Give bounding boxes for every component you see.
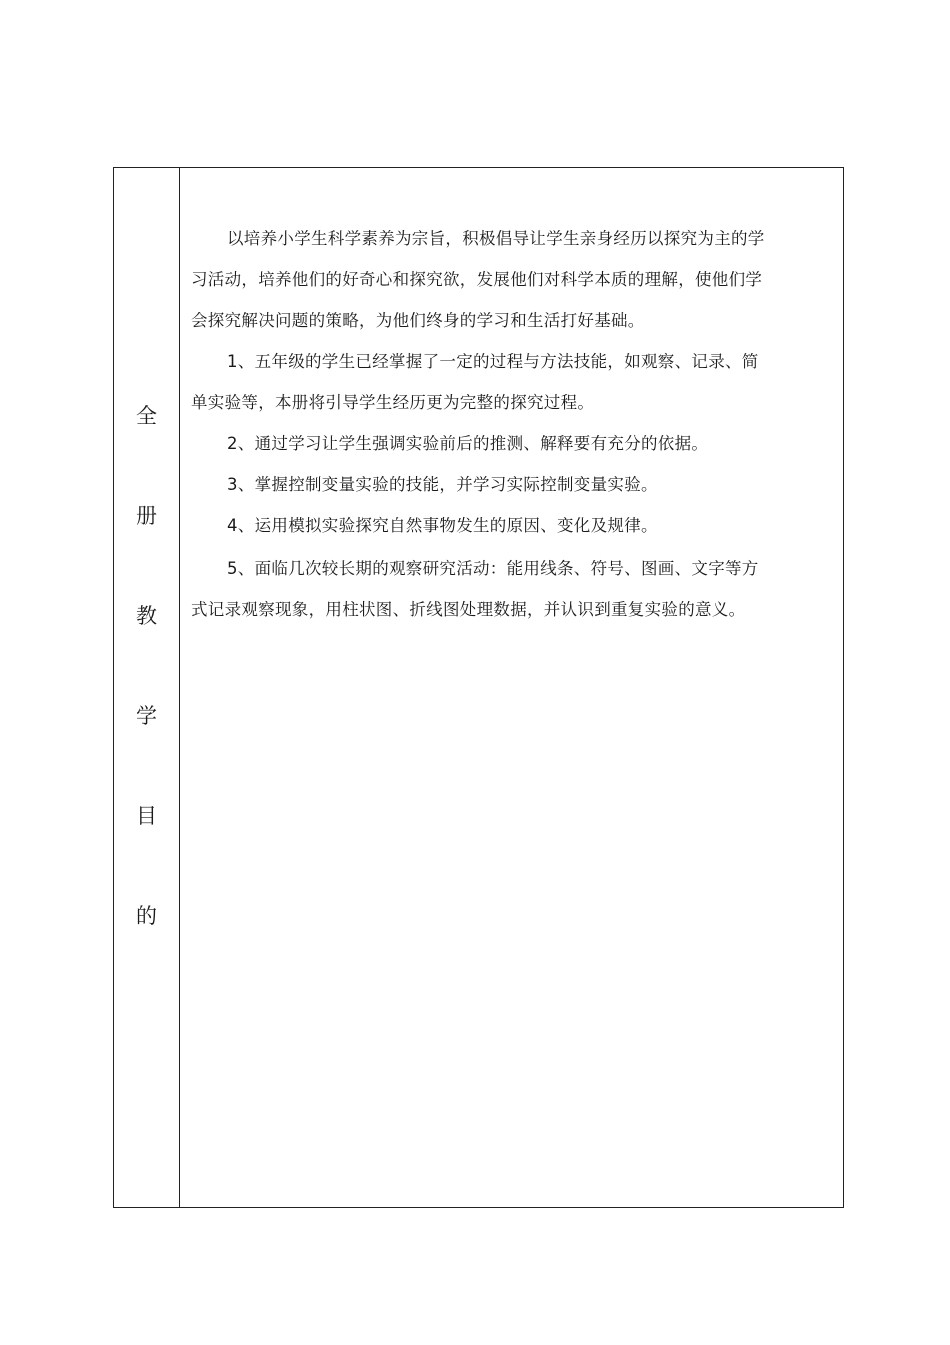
section-label-char: 目 (136, 804, 157, 828)
text-line: 习活动，培养他们的好奇心和探究欲，发展他们对科学本质的理解，使他们学 (191, 270, 763, 289)
section-label-char: 学 (136, 704, 157, 728)
objectives-content-cell (180, 168, 843, 1207)
objective-item-3 (191, 464, 801, 505)
section-label-char: 册 (136, 504, 157, 528)
text-line: 会探究解决问题的策略，为他们终身的学习和生活打好基础。 (191, 311, 645, 330)
text-line: 2、通过学习让学生强调实验前后的推测、解释要有充分的依据。 (227, 434, 709, 453)
text-line: 4、运用模拟实验探究自然事物发生的原因、变化及规律。 (227, 516, 658, 535)
section-label-char: 全 (136, 404, 157, 428)
objective-intro-paragraph (191, 218, 801, 341)
text-line: 1、五年级的学生已经掌握了一定的过程与方法技能，如观察、记录、简 (227, 352, 759, 371)
objective-item-5 (191, 548, 801, 630)
objective-item-4 (191, 505, 801, 546)
text-line: 式记录观察现象，用柱状图、折线图处理数据，并认识到重复实验的意义。 (191, 600, 746, 619)
objectives-table (113, 167, 844, 1208)
objective-item-2 (191, 423, 801, 464)
text-line: 5、面临几次较长期的观察研究活动：能用线条、符号、图画、文字等方 (227, 559, 759, 578)
text-line: 以培养小学生科学素养为宗旨，积极倡导让学生亲身经历以探究为主的学 (227, 229, 765, 248)
text-line: 3、掌握控制变量实验的技能，并学习实际控制变量实验。 (227, 475, 658, 494)
objective-item-1 (191, 341, 801, 423)
section-label-cell (114, 168, 180, 1207)
section-label-char: 的 (136, 904, 157, 928)
text-line: 单实验等，本册将引导学生经历更为完整的探究过程。 (191, 393, 595, 412)
section-label-char: 教 (136, 604, 157, 628)
